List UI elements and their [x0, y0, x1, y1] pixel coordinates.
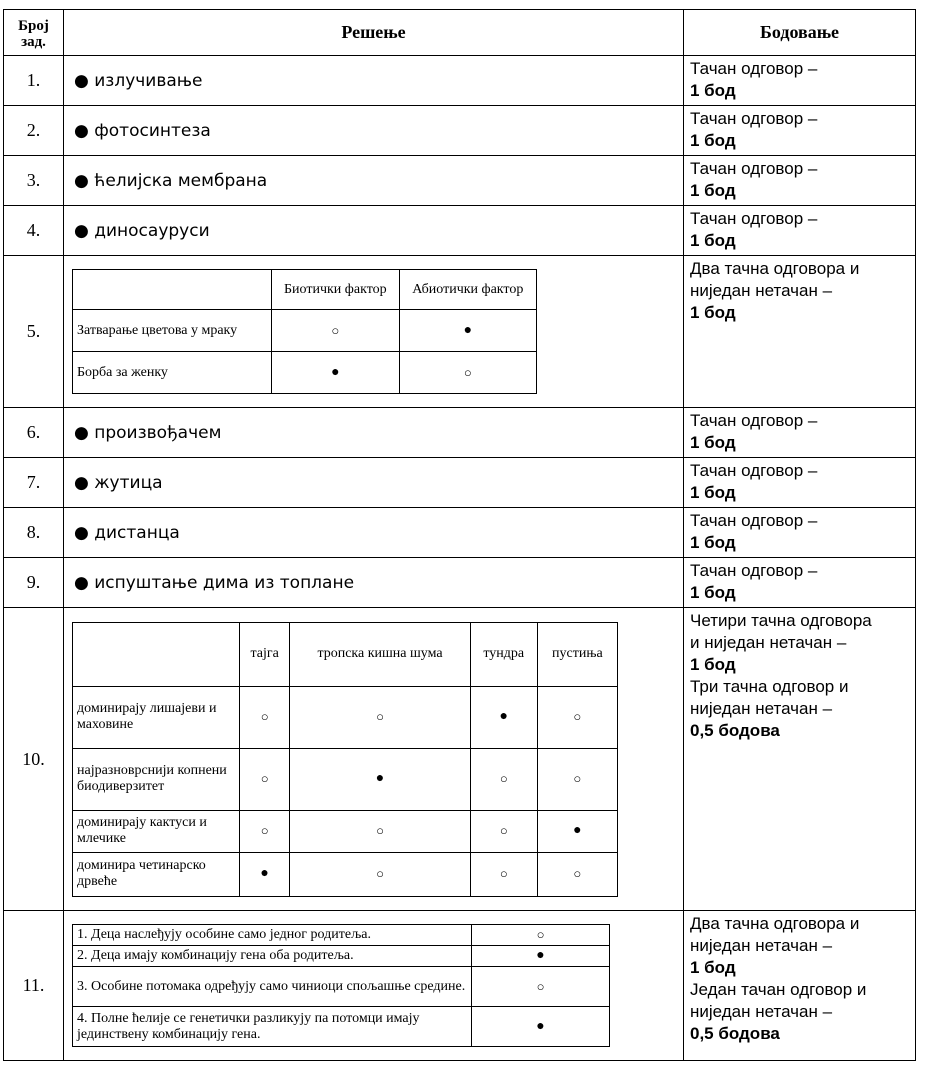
task-number: 1. — [4, 56, 64, 106]
q10-mark: ○ — [537, 686, 617, 748]
scoring-points: 1 бод — [690, 303, 736, 322]
solution-text: ● произвођачем — [64, 408, 684, 458]
q5-row-label: Затварање цветова у мраку — [73, 310, 272, 352]
task-number: 10. — [4, 608, 64, 911]
scoring-points: 1 бод — [690, 483, 736, 502]
task-row-10 — [4, 608, 916, 911]
scoring-points: 1 бод — [690, 181, 736, 200]
scoring-line: ниједан нетачан – — [690, 936, 833, 955]
task-number: 2. — [4, 106, 64, 156]
q10-table — [72, 622, 618, 897]
solution-text: ● жутица — [64, 458, 684, 508]
task-number: 9. — [4, 558, 64, 608]
q11-statement: 3. Особине потомака одређују само чиниоци спољашње средине. — [73, 967, 472, 1007]
header-num: Број зад. — [4, 10, 64, 56]
q10-row-label: најразноврснији копнени биодиверзитет — [73, 748, 240, 810]
scoring-cell — [684, 206, 916, 256]
task-number: 6. — [4, 408, 64, 458]
q10-row-label: доминирају лишајеви и маховине — [73, 686, 240, 748]
q11-mark: ○ — [472, 925, 610, 946]
task-row-4 — [4, 206, 916, 256]
task-row-5 — [4, 256, 916, 408]
header-row — [4, 10, 916, 56]
q10-row-label: доминирају кактуси и млечике — [73, 810, 240, 852]
q10-mark: ● — [470, 686, 537, 748]
q10-mark: ● — [240, 852, 290, 896]
scoring-points: 1 бод — [690, 81, 736, 100]
scoring-cell — [684, 408, 916, 458]
q10-mark: ○ — [240, 748, 290, 810]
task-row-9 — [4, 558, 916, 608]
solution-text: ● диносауруси — [64, 206, 684, 256]
q10-mark: ○ — [290, 852, 471, 896]
q10-corner — [73, 622, 240, 686]
scoring-line: Два тачна одговора и — [690, 259, 860, 278]
q11-mark: ● — [472, 1007, 610, 1047]
q11-statement: 2. Деца имају комбинацију гена оба родитеља. — [73, 946, 472, 967]
scoring-line: Тачан одговор – — [690, 461, 818, 480]
scoring-cell — [684, 911, 916, 1061]
task-number: 5. — [4, 256, 64, 408]
scoring-points: 1 бод — [690, 433, 736, 452]
q10-mark: ○ — [290, 686, 471, 748]
q5-col-abiotic: Абиотички фактор — [399, 270, 536, 310]
scoring-line: и ниједан нетачан – — [690, 633, 847, 652]
solution-text: ● дистанца — [64, 508, 684, 558]
q10-row-label: доминира четинарско дрвеће — [73, 852, 240, 896]
q10-mark: ● — [290, 748, 471, 810]
scoring-line: Тачан одговор – — [690, 511, 818, 530]
q5-mark: ○ — [399, 352, 536, 394]
scoring-cell — [684, 508, 916, 558]
q11-statement: 4. Полне ћелије се генетички разликују па потомци имају јединствену комбинацију гена. — [73, 1007, 472, 1047]
scoring-line: Тачан одговор – — [690, 209, 818, 228]
scoring-cell — [684, 608, 916, 911]
solution-text: ● испуштање дима из топлане — [64, 558, 684, 608]
header-points: Бодовање — [684, 10, 916, 56]
q10-mark: ○ — [290, 810, 471, 852]
scoring-cell — [684, 256, 916, 408]
task-row-2 — [4, 106, 916, 156]
q10-mark: ○ — [470, 810, 537, 852]
q10-mark: ○ — [240, 686, 290, 748]
task-number: 4. — [4, 206, 64, 256]
scoring-cell — [684, 458, 916, 508]
task-row-1 — [4, 56, 916, 106]
solution-text: ● излучивање — [64, 56, 684, 106]
task-row-11 — [4, 911, 916, 1061]
q5-mark: ● — [272, 352, 400, 394]
q11-mark: ○ — [472, 967, 610, 1007]
q5-col-biotic: Биотички фактор — [272, 270, 400, 310]
scoring-line: Четири тачна одговора — [690, 611, 872, 630]
q10-col-desert: пустиња — [537, 622, 617, 686]
q10-mark: ● — [537, 810, 617, 852]
scoring-points: 0,5 бодова — [690, 1024, 780, 1043]
solution-cell — [64, 256, 684, 408]
q5-mark: ● — [399, 310, 536, 352]
q10-col-tundra: тундра — [470, 622, 537, 686]
task-row-3 — [4, 156, 916, 206]
scoring-cell — [684, 106, 916, 156]
scoring-cell — [684, 558, 916, 608]
q10-mark: ○ — [470, 852, 537, 896]
scoring-points: 1 бод — [690, 958, 736, 977]
scoring-points: 1 бод — [690, 655, 736, 674]
solution-text: ● ћелијска мембрана — [64, 156, 684, 206]
task-number: 11. — [4, 911, 64, 1061]
task-number: 8. — [4, 508, 64, 558]
task-row-8 — [4, 508, 916, 558]
solution-cell — [64, 911, 684, 1061]
q5-row-label: Борба за женку — [73, 352, 272, 394]
scoring-line: Два тачна одговора и — [690, 914, 860, 933]
task-number: 3. — [4, 156, 64, 206]
scoring-line: ниједан нетачан – — [690, 699, 833, 718]
scoring-line: Тачан одговор – — [690, 411, 818, 430]
task-row-7 — [4, 458, 916, 508]
scoring-points: 1 бод — [690, 533, 736, 552]
q5-table — [72, 269, 537, 394]
scoring-points: 1 бод — [690, 231, 736, 250]
scoring-cell — [684, 156, 916, 206]
solution-cell — [64, 608, 684, 911]
q11-mark: ● — [472, 946, 610, 967]
q10-col-taiga: тајга — [240, 622, 290, 686]
scoring-line: Тачан одговор – — [690, 59, 818, 78]
header-solution: Решење — [64, 10, 684, 56]
q10-mark: ○ — [537, 852, 617, 896]
scoring-line: ниједан нетачан – — [690, 1002, 833, 1021]
q11-statement: 1. Деца наслеђују особине само једног родитеља. — [73, 925, 472, 946]
scoring-line: Три тачна одговор и — [690, 677, 849, 696]
scoring-points: 1 бод — [690, 131, 736, 150]
task-number: 7. — [4, 458, 64, 508]
solution-text: ● фотосинтеза — [64, 106, 684, 156]
q5-corner — [73, 270, 272, 310]
scoring-line: Тачан одговор – — [690, 109, 818, 128]
q10-mark: ○ — [537, 748, 617, 810]
scoring-line: Тачан одговор – — [690, 561, 818, 580]
q10-mark: ○ — [240, 810, 290, 852]
scoring-cell — [684, 56, 916, 106]
q5-mark: ○ — [272, 310, 400, 352]
answer-key-table — [3, 9, 916, 1061]
q10-mark: ○ — [470, 748, 537, 810]
scoring-line: Један тачан одговор и — [690, 980, 867, 999]
scoring-line: Тачан одговор – — [690, 159, 818, 178]
scoring-points: 1 бод — [690, 583, 736, 602]
scoring-points: 0,5 бодова — [690, 721, 780, 740]
scoring-line: ниједан нетачан – — [690, 281, 833, 300]
task-row-6 — [4, 408, 916, 458]
q11-table — [72, 924, 610, 1047]
q10-col-rainforest: тропска кишна шума — [290, 622, 471, 686]
